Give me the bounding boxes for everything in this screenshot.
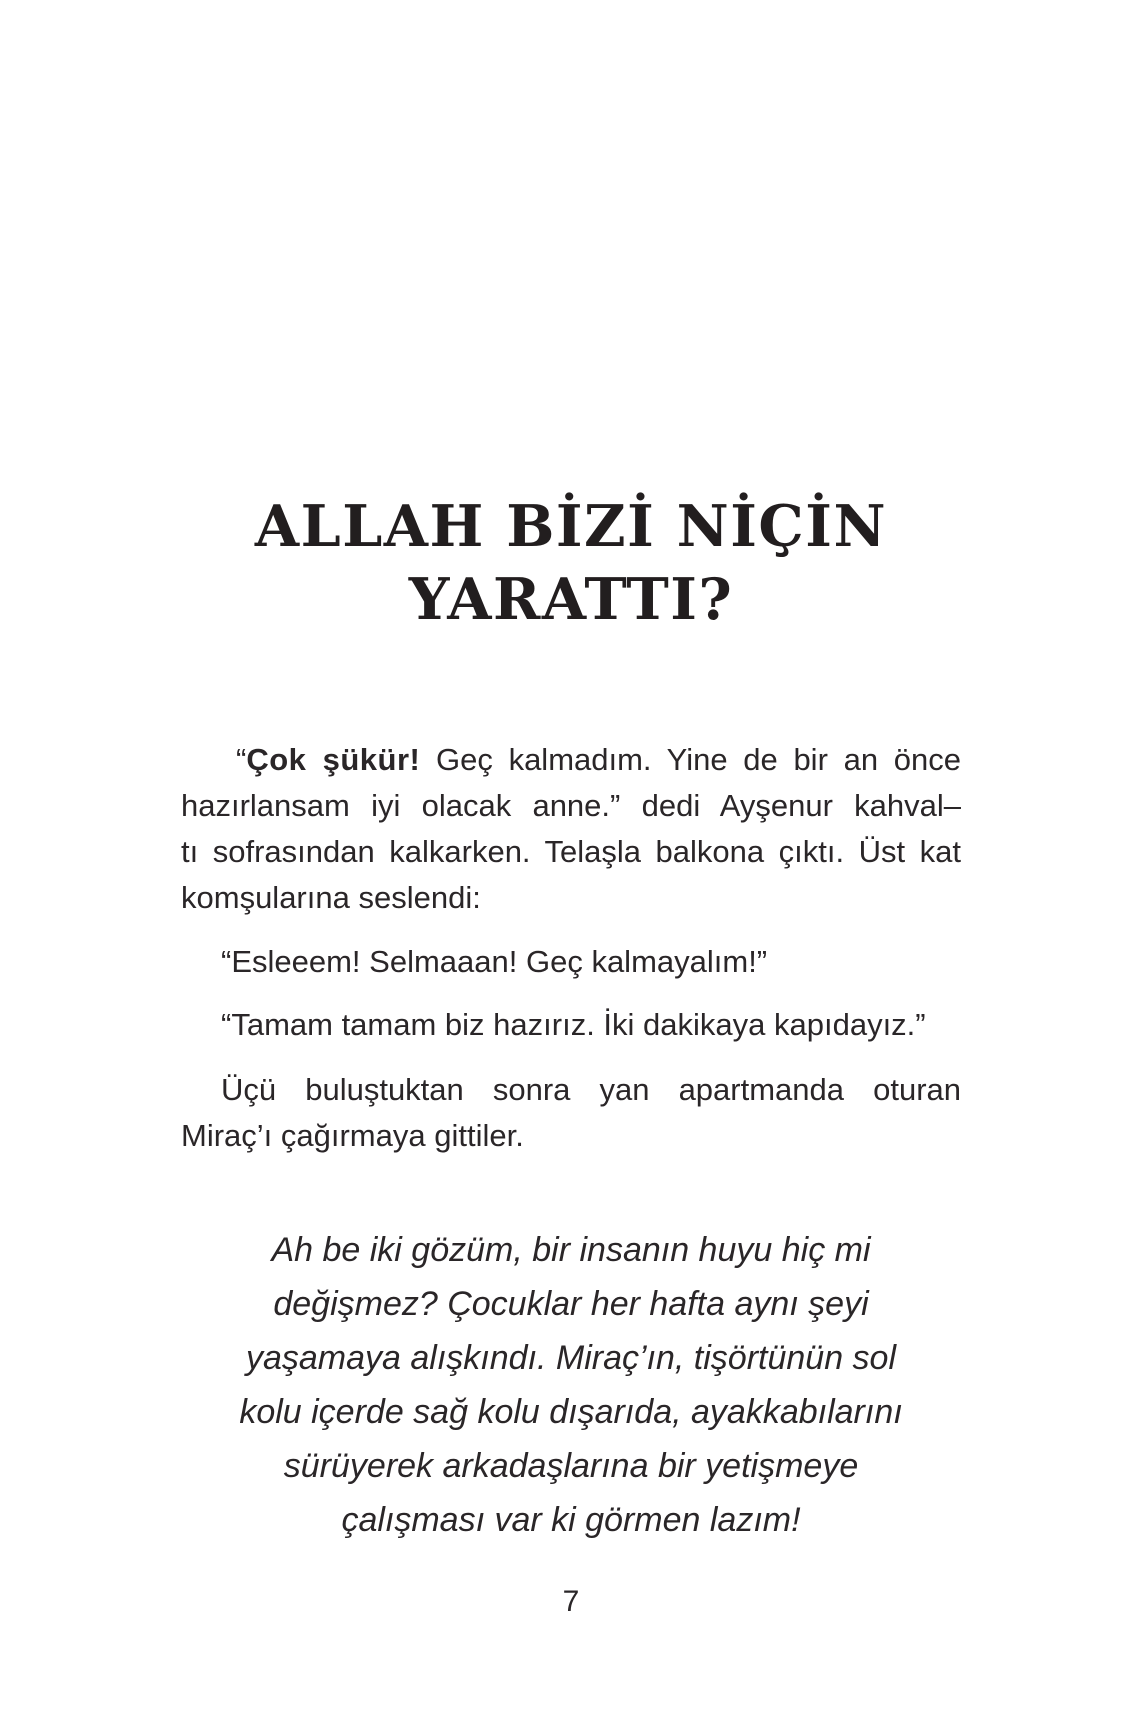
italic-line: değişmez? Çocuklar her hafta aynı şeyi <box>273 1285 869 1323</box>
bold-exclamation: Çok şükür! <box>246 742 421 777</box>
italic-line: sürüyerek arkadaşlarına bir yetişmeye <box>283 1447 859 1485</box>
page-number: 7 <box>562 1585 580 1618</box>
paragraph-line-rest: Geç kalmadım. Yine de bir an önce <box>420 742 961 777</box>
paragraph-line: tı sofrasından kalkarken. Telaşla balkona çıktı. Üst kat <box>181 834 961 869</box>
chapter-title <box>0 490 1142 636</box>
paragraph-breakfast <box>181 737 961 921</box>
paragraph-line: Miraç’ı çağırmaya gittiler. <box>181 1118 524 1153</box>
open-quote: “ <box>236 742 247 777</box>
chapter-title-line-1: ALLAH BİZİ NİÇİN <box>254 493 888 561</box>
italic-line: yaşamaya alışkındı. Miraç’ın, tişörtünün sol <box>245 1339 897 1377</box>
paragraph-meeting <box>181 1067 961 1159</box>
narrator-aside <box>181 1223 961 1547</box>
paragraph-line: komşularına seslendi: <box>181 880 481 915</box>
dialogue-line-reply: “Tamam tamam biz hazırız. İki dakikaya kapıdayız.” <box>221 1007 926 1042</box>
paragraph-line: hazırlansam iyi olacak anne.” dedi Ayşenur kahval– <box>181 788 961 823</box>
italic-line: Ah be iki gözüm, bir insanın huyu hiç mi <box>271 1231 871 1269</box>
chapter-title-line-2: YARATTI? <box>408 566 734 634</box>
paragraph-line <box>181 737 961 783</box>
italic-line: çalışması var ki görmen lazım! <box>341 1501 801 1539</box>
paragraph-line: Üçü buluştuktan sonra yan apartmanda oturan <box>221 1072 961 1107</box>
dialogue-line-calling: “Esleeem! Selmaaan! Geç kalmayalım!” <box>221 944 768 979</box>
italic-line: kolu içerde sağ kolu dışarıda, ayakkabılarını <box>239 1393 903 1431</box>
